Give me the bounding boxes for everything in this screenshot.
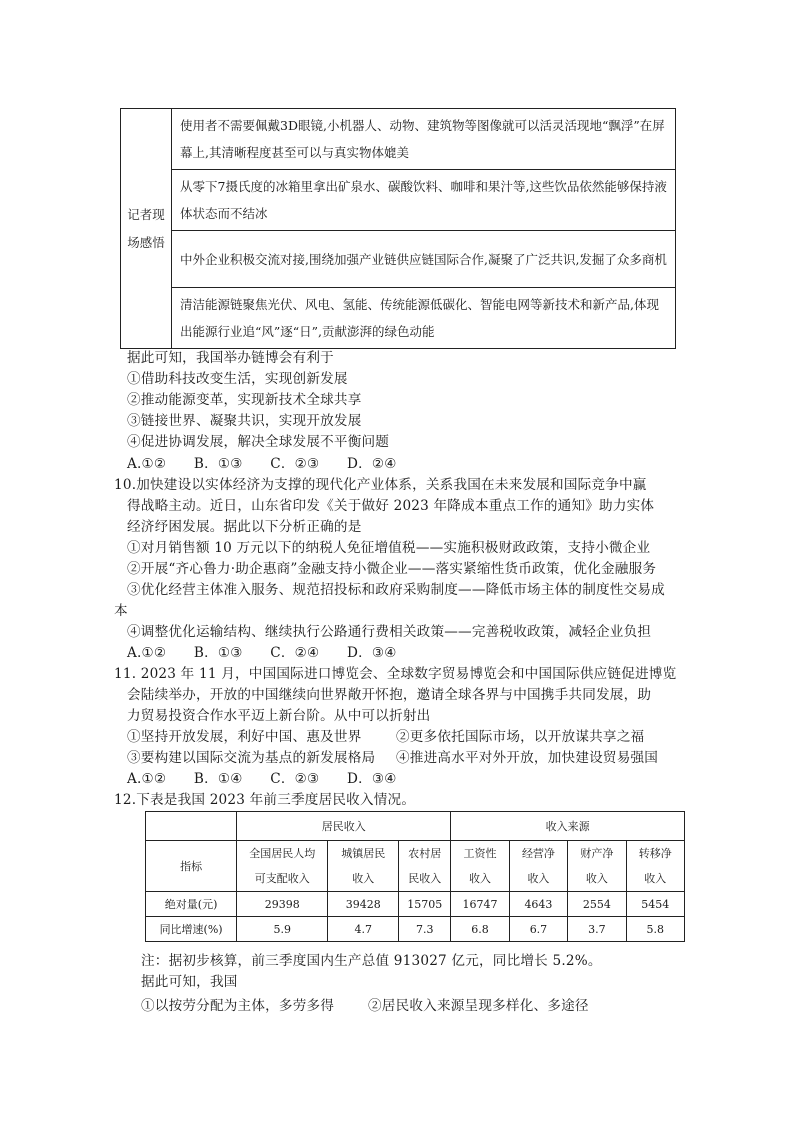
table-cell: 5.8	[626, 917, 684, 942]
q9-option: ③链接世界、凝聚共识，实现开放发展	[127, 413, 362, 429]
q10-choices: A.①② B．①③ C．②④ D．③④	[127, 645, 397, 661]
table-col-head: 农村居 民收入	[399, 841, 451, 892]
table-cell: 29398	[237, 892, 328, 917]
table-group-head: 居民收入	[237, 812, 451, 841]
table-col-head: 城镇居民 收入	[328, 841, 399, 892]
table-col-head: 经营净 收入	[509, 841, 567, 892]
q11-option: ①坚持开放发展，利好中国、惠及世界	[127, 729, 362, 745]
table-group-head: 收入来源	[451, 812, 685, 841]
table-row-label: 同比增速(%)	[146, 917, 237, 942]
q9-option: ②推动能源变革，实现新技术全球共享	[127, 392, 362, 408]
table-corner	[146, 812, 237, 841]
table-col-head: 工资性 收入	[451, 841, 509, 892]
table-cell: 15705	[399, 892, 451, 917]
q10-option-wrap: 本	[114, 603, 128, 619]
q9-choices: A.①② B．①③ C．②③ D．②④	[127, 456, 397, 472]
q11-choices: A.①② B．①④ C．②③ D．③④	[127, 771, 397, 787]
table-row-label: 绝对量(元)	[146, 892, 237, 917]
table-cell: 6.7	[509, 917, 567, 942]
q9-option: ④促进协调发展，解决全球发展不平衡问题	[127, 434, 390, 450]
q9-option: ①借助科技改变生活，实现创新发展	[127, 371, 348, 387]
table-cell: 6.8	[451, 917, 509, 942]
q10-stem: 得战略主动。近日，山东省印发《关于做好 2023 年降成本重点工作的通知》助力实体	[127, 498, 655, 514]
q11-stem: 力贸易投资合作水平迈上新台阶。从中可以折射出	[127, 708, 431, 724]
q9-stem: 据此可知，我国举办链博会有利于	[127, 350, 334, 366]
reporter-row: 清洁能源链聚焦光伏、风电、氢能、传统能源低碳化、智能电网等新技术和新产品,体现出能源行业追“风”逐“日”,贡献澎湃的绿色动能	[172, 288, 676, 349]
table-cell: 7.3	[399, 917, 451, 942]
q11-option: ②更多依托国际市场，以开放谋共享之福	[396, 729, 645, 745]
table-row-head: 指标	[146, 841, 237, 892]
q12-note: 注：据初步核算，前三季度国内生产总值 913027 亿元，同比增长 5.2%。	[141, 953, 602, 969]
table-cell: 2554	[568, 892, 626, 917]
income-table	[145, 811, 685, 942]
q11-stem: 会陆续举办，开放的中国继续向世界敞开怀抱，邀请全球各界与中国携手共同发展，助	[127, 687, 652, 703]
q10-option: ③优化经营主体准入服务、规范招投标和政府采购制度——降低市场主体的制度性交易成	[127, 582, 665, 598]
table-row	[146, 917, 685, 942]
table-cell: 3.7	[568, 917, 626, 942]
table-cell: 16747	[451, 892, 509, 917]
q10-option: ②开展“齐心鲁力·助企惠商”金融支持小微企业——落实紧缩性货币政策，优化金融服务	[127, 561, 657, 577]
table-cell: 39428	[328, 892, 399, 917]
table-cell: 4643	[509, 892, 567, 917]
q12-option: ①以按劳分配为主体，多劳多得	[141, 998, 335, 1014]
q11-option: ③要构建以国际交流为基点的新发展格局	[127, 750, 376, 766]
q11-option: ④推进高水平对外开放，加快建设贸易强国	[396, 750, 659, 766]
table-col-head: 转移净 收入	[626, 841, 684, 892]
q12-stem: 12.下表是我国 2023 年前三季度居民收入情况。	[114, 792, 416, 808]
q10-option: ④调整优化运输结构、继续执行公路通行费相关政策——完善税收政策，减轻企业负担	[127, 624, 652, 640]
q11-stem: 11. 2023 年 11 月，中国国际进口博览会、全球数字贸易博览会和中国国际供应链促进博览	[114, 666, 677, 682]
table-row	[146, 892, 685, 917]
q10-option: ①对月销售额 10 万元以下的纳税人免征增值税——实施积极财政政策，支持小微企业	[127, 540, 651, 556]
table-col-head: 财产净 收入	[568, 841, 626, 892]
reporter-row: 中外企业积极交流对接,围绕加强产业链供应链国际合作,凝聚了广泛共识,发掘了众多商机	[172, 231, 676, 288]
reporter-label: 记者现场感悟	[121, 109, 172, 349]
table-col-head: 全国居民人均 可支配收入	[237, 841, 328, 892]
q10-stem: 经济纾困发展。据此以下分析正确的是	[127, 519, 362, 535]
q10-stem: 10.加快建设以实体经济为支撑的现代化产业体系，关系我国在未来发展和国际竞争中赢	[114, 477, 647, 493]
reporter-table	[120, 108, 676, 349]
table-cell: 5.9	[237, 917, 328, 942]
q12-option: ②居民收入来源呈现多样化、多途径	[368, 998, 589, 1014]
reporter-row: 从零下7摄氏度的冰箱里拿出矿泉水、碳酸饮料、咖啡和果汁等,这些饮品依然能够保持液体状态而不结冰	[172, 170, 676, 231]
reporter-row: 使用者不需要佩戴3D眼镜,小机器人、动物、建筑物等图像就可以活灵活现地“飘浮”在屏幕上,其清晰程度甚至可以与真实物体媲美	[172, 109, 676, 170]
table-cell: 5454	[626, 892, 684, 917]
table-cell: 4.7	[328, 917, 399, 942]
q12-follow: 据此可知，我国	[141, 974, 238, 990]
